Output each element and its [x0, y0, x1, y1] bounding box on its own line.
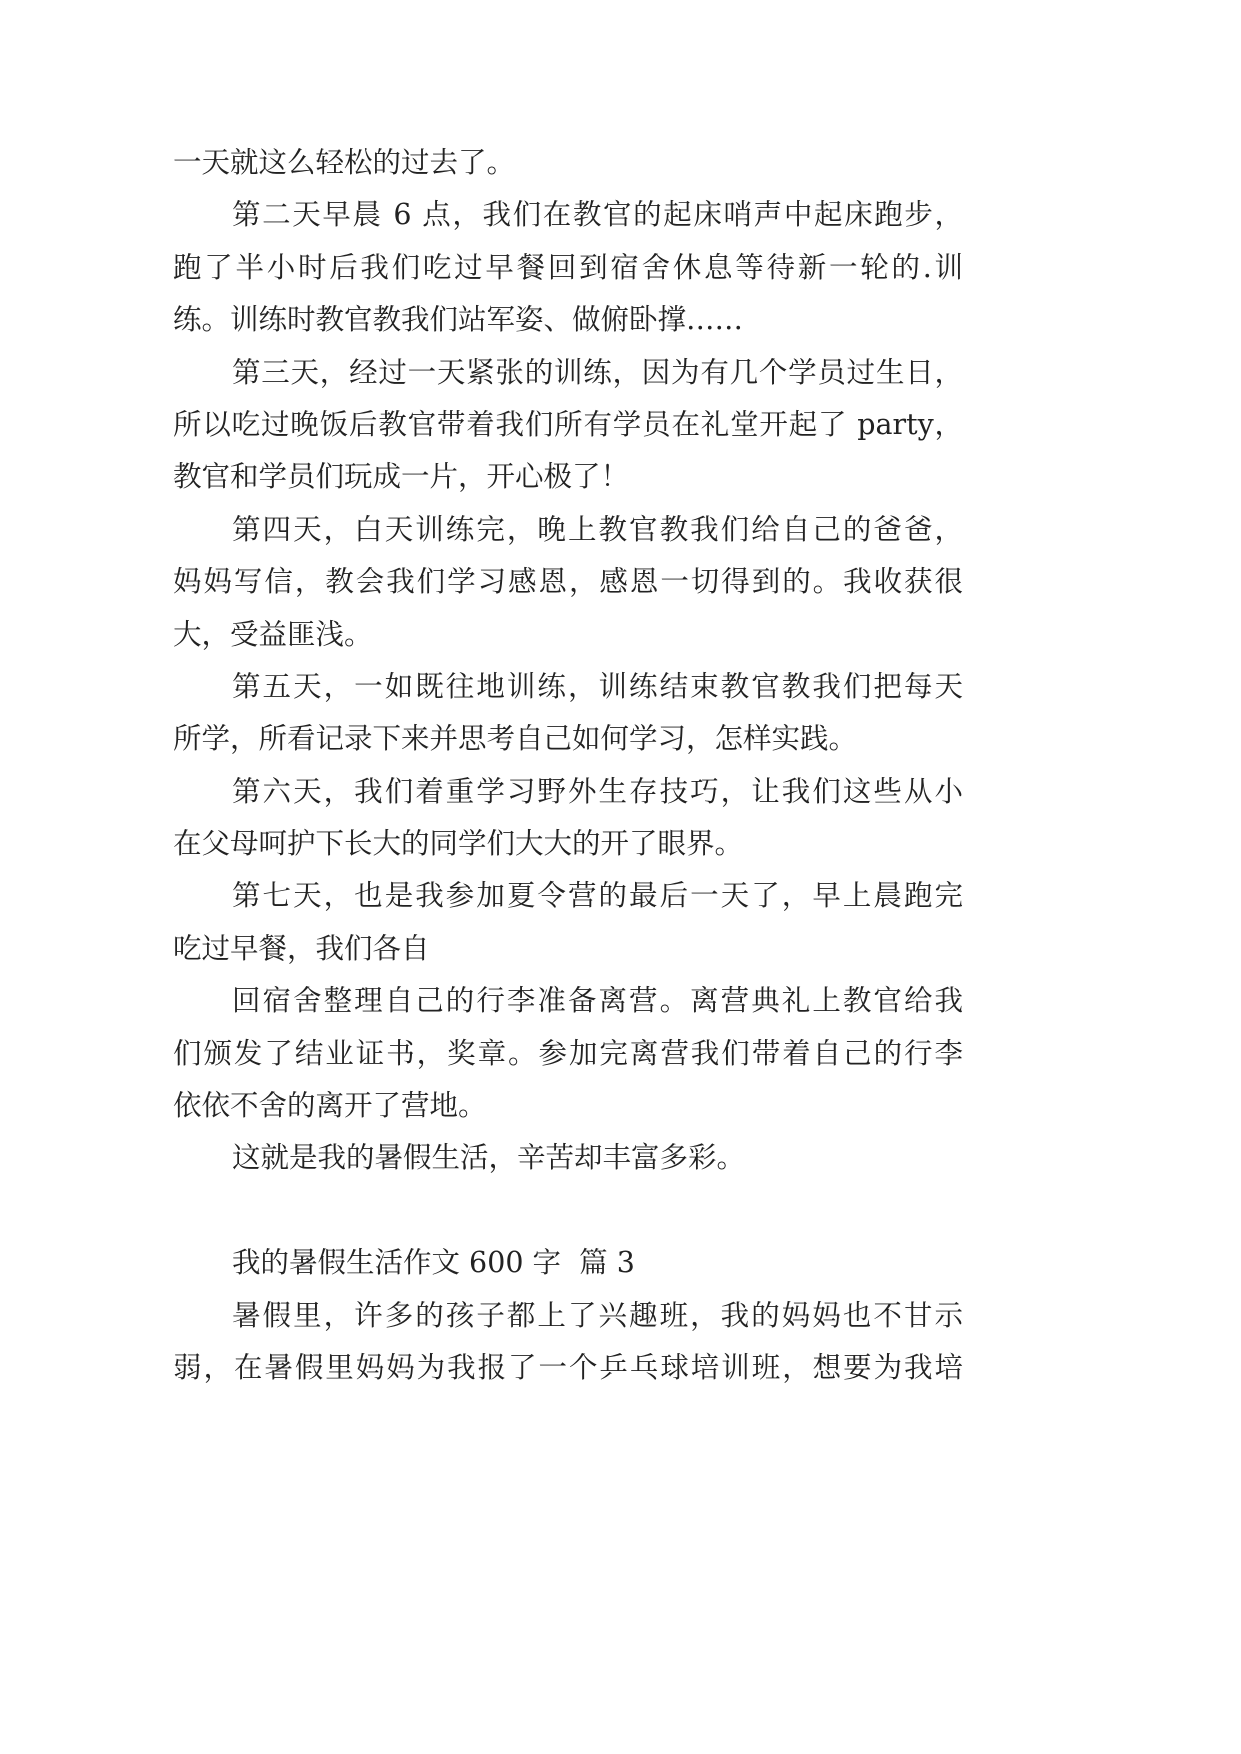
paragraph [173, 1290, 963, 1395]
text-line: 第二天早晨 6 点，我们在教官的起床哨声中起床跑步， [232, 198, 963, 232]
text-line: 大，受益匪浅。 [173, 617, 373, 651]
paragraph [173, 347, 963, 504]
paragraph [173, 975, 963, 1132]
paragraph [173, 1132, 963, 1184]
text-line: 第六天，我们着重学习野外生存技巧，让我们这些从小 [232, 774, 963, 808]
paragraph [173, 766, 963, 871]
text-line: 跑了半小时后我们吃过早餐回到宿舍休息等待新一轮的.训 [173, 250, 963, 284]
text-line: 弱，在暑假里妈妈为我报了一个乒乓球培训班，想要为我培 [173, 1350, 963, 1384]
section-heading: 我的暑假生活作文 600 字 篇 3 [232, 1246, 635, 1280]
text-line: 在父母呵护下长大的同学们大大的开了眼界。 [173, 827, 744, 861]
text-line: 第五天，一如既往地训练，训练结束教官教我们把每天 [232, 669, 963, 703]
paragraph [173, 189, 963, 346]
document-body [173, 137, 963, 1394]
text-line: 回宿舍整理自己的行李准备离营。离营典礼上教官给我 [232, 984, 963, 1018]
paragraph [173, 137, 963, 189]
paragraph [173, 661, 963, 766]
blank-line [173, 1185, 963, 1237]
text-line: 一天就这么轻松的过去了。 [173, 146, 516, 179]
text-line: 所以吃过晚饭后教官带着我们所有学员在礼堂开起了 party， [173, 407, 963, 441]
text-line: 第七天，也是我参加夏令营的最后一天了，早上晨跑完 [232, 879, 963, 913]
paragraph [173, 504, 963, 661]
text-line: 所学，所看记录下来并思考自己如何学习，怎样实践。 [173, 722, 858, 756]
text-line: 练。训练时教官教我们站军姿、做俯卧撑…… [173, 303, 744, 337]
text-line: 依依不舍的离开了营地。 [173, 1089, 487, 1123]
text-line: 这就是我的暑假生活，辛苦却丰富多彩。 [232, 1141, 746, 1175]
text-line: 教官和学员们玩成一片，开心极了！ [173, 460, 630, 494]
text-line: 们颁发了结业证书，奖章。参加完离营我们带着自己的行李 [173, 1036, 963, 1070]
text-line: 第四天，白天训练完，晚上教官教我们给自己的爸爸， [232, 512, 963, 546]
text-line: 第三天，经过一天紧张的训练，因为有几个学员过生日， [232, 355, 963, 389]
text-line: 妈妈写信，教会我们学习感恩，感恩一切得到的。我收获很 [173, 565, 963, 599]
paragraph [173, 870, 963, 975]
text-line: 暑假里，许多的孩子都上了兴趣班，我的妈妈也不甘示 [232, 1298, 963, 1332]
text-line: 吃过早餐，我们各自 [173, 931, 430, 965]
